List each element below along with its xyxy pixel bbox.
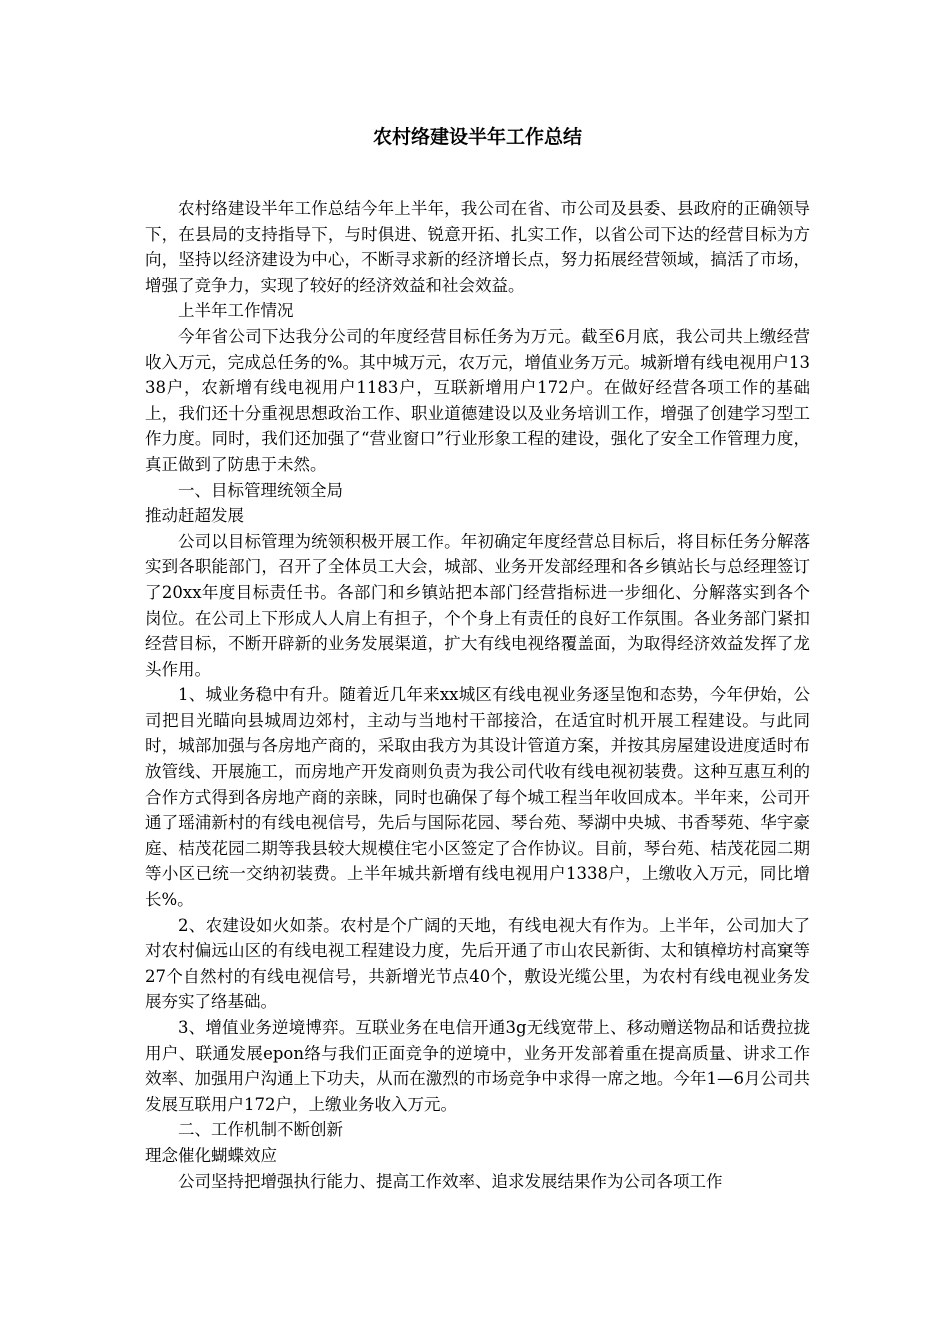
document-body (145, 196, 810, 1194)
paragraph: 3、增值业务逆境博弈。互联业务在电信开通3g无线宽带上、移动赠送物品和话费拉拢用户、联通发展epon络与我们正面竞争的逆境中，业务开发部着重在提高质量、讲求工作效率、加强用户沟通上下功夫，从而在激烈的市场竞争中求得一席之地。今年1—6月公司共发展互联用户172户，上缴业务收入万元。 (145, 1018, 810, 1114)
paragraph: 一、目标管理统领全局 (178, 480, 343, 500)
paragraph: 2、农建设如火如荼。农村是个广阔的天地，有线电视大有作为。上半年，公司加大了对农村偏远山区的有线电视工程建设力度，先后开通了市山农民新街、太和镇樟坊村高窠等27个自然村的有线电视信号，共新增光节点40个，敷设光缆公里，为农村有线电视业务发展夯实了络基础。 (145, 915, 810, 1012)
paragraph: 公司坚持把增强执行能力、提高工作效率、追求发展结果作为公司各项工作 (178, 1171, 723, 1191)
paragraph: 推动赶超发展 (145, 506, 244, 526)
paragraph: 理念催化蝴蝶效应 (145, 1145, 277, 1165)
paragraph: 二、工作机制不断创新 (178, 1120, 343, 1140)
paragraph: 公司以目标管理为统领积极开展工作。年初确定年度经营总目标后，将目标任务分解落实到各职能部门，召开了全体员工大会，城部、业务开发部经理和各乡镇站长与总经理签订了20xx年度目标责任书。各部门和乡镇站把本部门经营指标进一步细化、分解落实到各个岗位。在公司上下形成人人肩上有担子，个个身上有责任的良好工作氛围。各业务部门紧扣经营目标，不断开辟新的业务发展渠道，扩大有线电视络覆盖面，为取得经济效益发挥了龙头作用。 (145, 531, 810, 679)
document-title: 农村络建设半年工作总结 (372, 126, 582, 148)
paragraph: 上半年工作情况 (178, 301, 294, 321)
paragraph: 今年省公司下达我分公司的年度经营目标任务为万元。截至6月底，我公司共上缴经营收入万元，完成总任务的%。其中城万元，农万元，增值业务万元。城新增有线电视用户1338户，农新增有线电视用户1183户，互联新增用户172户。在做好经营各项工作的基础上，我们还十分重视思想政治工作、职业道德建设以及业务培训工作，增强了创建学习型工作力度。同时，我们还加强了“营业窗口”行业形象工程的建设，强化了安全工作管理力度，真正做到了防患于未然。 (145, 326, 810, 474)
paragraph: 农村络建设半年工作总结今年上半年，我公司在省、市公司及县委、县政府的正确领导下，在县局的支持指导下，与时俱进、锐意开拓、扎实工作，以省公司下达的经营目标为方向，坚持以经济建设为中心，不断寻求新的经济增长点，努力拓展经营领域，搞活了市场，增强了竞争力，实现了较好的经济效益和社会效益。 (145, 199, 810, 295)
paragraph: 1、城业务稳中有升。随着近几年来xx城区有线电视业务逐呈饱和态势，今年伊始，公司把目光瞄向县城周边郊村，主动与当地村干部接洽，在适宜时机开展工程建设。与此同时，城部加强与各房地产商的，采取由我方为其设计管道方案，并按其房屋建设进度适时布放管线、开展施工，而房地产开发商则负责为我公司代收有线电视初装费。这种互惠互利的合作方式得到各房地产商的亲睐，同时也确保了每个城工程当年收回成本。半年来，公司开通了瑶浦新村的有线电视信号，先后与国际花园、琴台苑、琴湖中央城、书香琴苑、华宇豪庭、桔茂花园二期等我县较大规模住宅小区签定了合作协议。目前，琴台苑、桔茂花园二期等小区已统一交纳初装费。上半年城共新增有线电视用户1338户，上缴收入万元，同比增长%。 (145, 685, 810, 910)
